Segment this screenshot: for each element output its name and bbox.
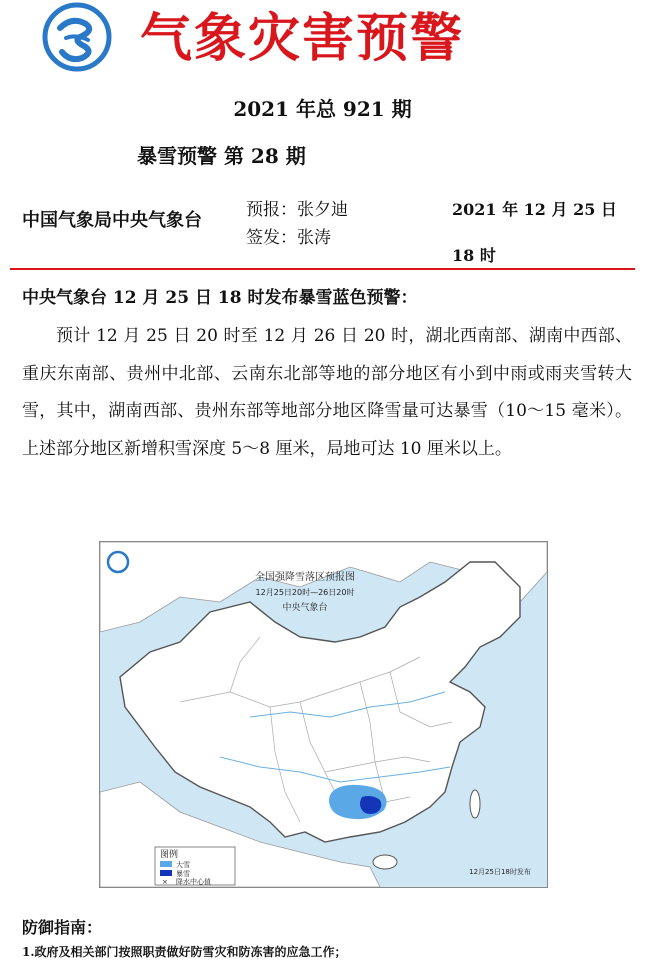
- map-agency: 中央气象台: [282, 603, 328, 613]
- map-logo-icon: [108, 552, 128, 572]
- map-publish-note: 12月25日18时发布: [469, 868, 531, 876]
- issue-datetime: 2021 年 12 月 25 日 18 时: [452, 200, 617, 265]
- legend-label-heavy-snow: 大雪: [176, 861, 190, 869]
- map-legend-title: 图例: [160, 850, 179, 860]
- issue-number-total: 2021 年总 921 期: [233, 97, 412, 121]
- legend-swatch-blizzard: [160, 870, 172, 876]
- warning-headline: 中央气象台 12 月 25 日 18 时发布暴雪蓝色预警：: [22, 288, 418, 308]
- legend-label-center: 降水中心值: [176, 878, 211, 886]
- forecaster: 预报：张夕迪: [246, 200, 348, 220]
- cma-logo-icon: [42, 2, 112, 72]
- legend-label-blizzard: 暴雪: [176, 870, 190, 878]
- hainan-island: [373, 855, 397, 869]
- warning-body: 预计 12 月 25 日 20 时至 12 月 26 日 20 时，湖北西南部、湖南中西部、重庆东南部、贵州中北部、云南东北部等地的部分地区有小到中雨或雨夹雪转大雪，其中，湖南西部、贵州东部等地部分地区降雪量可达暴雪（10～15 毫米）。上述部分地区新增积雪深度 5～8 厘米，局地可达 10 厘米以上。: [22, 326, 632, 459]
- snowfall-forecast-map: [99, 541, 548, 888]
- legend-center-marker-icon: ×: [162, 878, 168, 886]
- header-divider: [10, 268, 635, 270]
- map-graphic: [100, 542, 547, 887]
- map-title: 全国强降雪落区预报图: [255, 572, 355, 583]
- document-title: 气象灾害预警: [140, 8, 465, 69]
- taiwan-island: [470, 790, 480, 818]
- issue-number-blizzard: 暴雪预警 第 28 期: [137, 144, 306, 168]
- legend-swatch-heavy-snow: [160, 861, 172, 867]
- guide-title: 防御指南：: [22, 918, 103, 937]
- issuer: 签发：张涛: [246, 228, 331, 248]
- guide-item-1: 1.政府及相关部门按照职责做好防雪灾和防冻害的应急工作；: [22, 945, 347, 959]
- map-period: 12月25日20时—26日20时: [255, 588, 355, 597]
- issuing-agency: 中国气象局中央气象台: [22, 210, 202, 231]
